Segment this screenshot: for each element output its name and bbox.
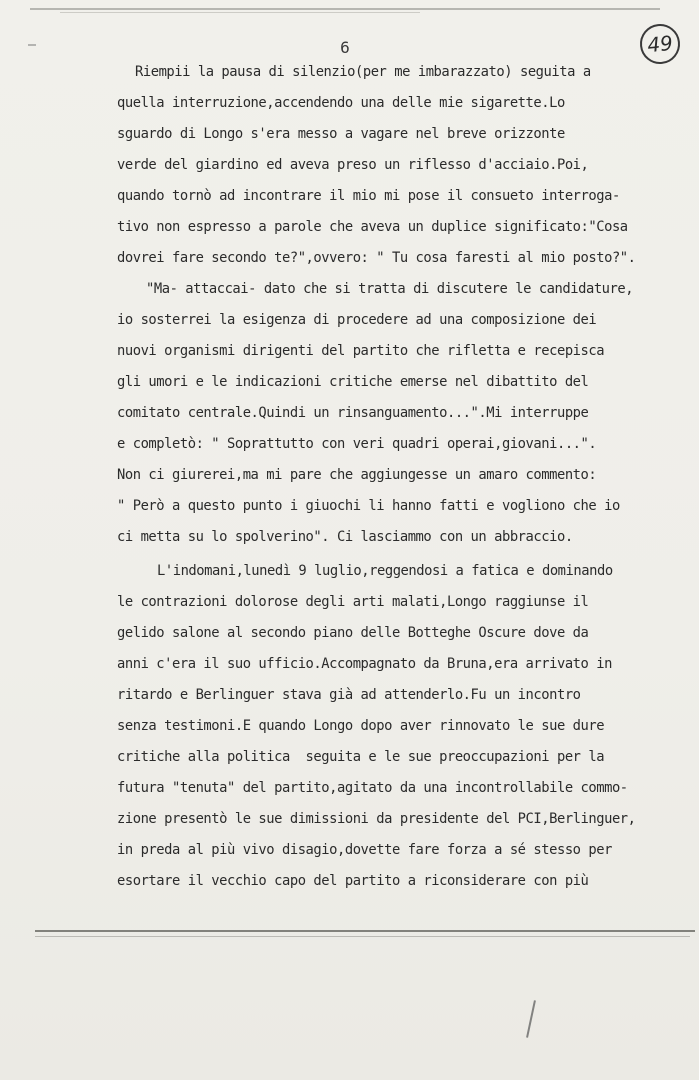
bottom-rule-shadow [35, 936, 690, 937]
text-line: ci metta su lo spolverino". Ci lasciammo con un abbraccio. [117, 529, 573, 545]
page-number: 6 [340, 38, 350, 57]
text-line: Riempii la pausa di silenzio(per me imbarazzato) seguita a [135, 64, 591, 80]
text-line: e completò: " Soprattutto con veri quadri operai,giovani...". [117, 436, 597, 452]
text-line: le contrazioni dolorose degli arti malati,Longo raggiunse il [117, 594, 589, 610]
text-line: "Ma- attaccai- dato che si tratta di discutere le candidature, [146, 281, 634, 297]
text-line: zione presentò le sue dimissioni da presidente del PCI,Berlinguer, [117, 811, 636, 827]
text-line: tivo non espresso a parole che aveva un duplice significato:"Cosa [117, 219, 628, 235]
top-edge-rule [30, 8, 660, 10]
pen-stroke-mark [526, 1000, 536, 1038]
text-line: quando tornò ad incontrare il mio mi pose il consueto interroga- [117, 188, 620, 204]
text-line: quella interruzione,accendendo una delle mie sigarette.Lo [117, 95, 565, 111]
text-line: " Però a questo punto i giuochi li hanno fatti e vogliono che io [117, 498, 620, 514]
text-line: anni c'era il suo ufficio.Accompagnato da Bruna,era arrivato in [117, 656, 612, 672]
text-line: gelido salone al secondo piano delle Botteghe Oscure dove da [117, 625, 589, 641]
text-line: ritardo e Berlinguer stava già ad attenderlo.Fu un incontro [117, 687, 581, 703]
text-line: sguardo di Longo s'era messo a vagare nel breve orizzonte [117, 126, 565, 142]
text-line: L'indomani,lunedì 9 luglio,reggendosi a fatica e dominando [157, 563, 613, 579]
text-line: io sosterrei la esigenza di procedere ad una composizione dei [117, 312, 597, 328]
text-line: comitato centrale.Quindi un rinsanguamento...".Mi interruppe [117, 405, 589, 421]
bottom-rule [35, 930, 695, 932]
text-line: in preda al più vivo disagio,dovette fare forza a sé stesso per [117, 842, 612, 858]
top-edge-shadow [60, 12, 420, 13]
text-line: verde del giardino ed aveva preso un riflesso d'acciaio.Poi, [117, 157, 589, 173]
text-line: nuovi organismi dirigenti del partito che rifletta e recepisca [117, 343, 605, 359]
text-line: critiche alla politica seguita e le sue preoccupazioni per la [117, 749, 605, 765]
text-line: Non ci giurerei,ma mi pare che aggiungesse un amaro commento: [117, 467, 597, 483]
margin-dash-mark [28, 44, 36, 46]
text-line: futura "tenuta" del partito,agitato da una incontrollabile commo- [117, 780, 628, 796]
text-line: esortare il vecchio capo del partito a riconsiderare con più [117, 873, 589, 889]
text-line: senza testimoni.E quando Longo dopo aver rinnovato le sue dure [117, 718, 605, 734]
text-line: gli umori e le indicazioni critiche emerse nel dibattito del [117, 374, 589, 390]
folio-stamp: 49 [638, 22, 682, 66]
text-line: dovrei fare secondo te?",ovvero: " Tu cosa faresti al mio posto?". [117, 250, 636, 266]
